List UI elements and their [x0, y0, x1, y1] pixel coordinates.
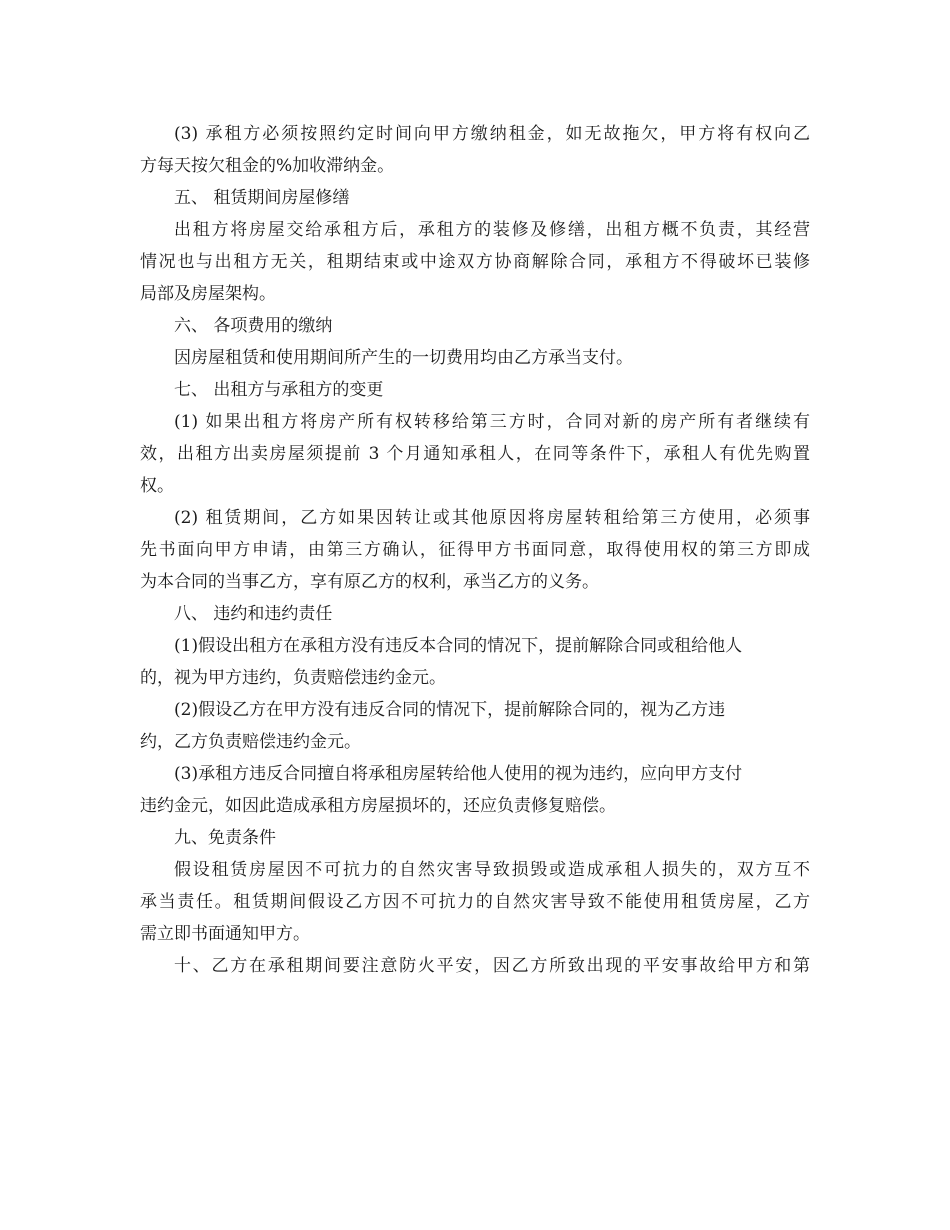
text-line: 因房屋租赁和使用期间所产生的一切费用均由乙方承当支付。 — [174, 348, 633, 368]
text-line: 局部及房屋架构。 — [140, 284, 276, 304]
text-line: (1) 如果出租方将房产所有权转移给第三方时，合同对新的房产所有者继续有 — [174, 412, 810, 432]
section-heading: 八、 违约和违约责任 — [174, 604, 333, 624]
text-line: 假设租赁房屋因不可抗力的自然灾害导致损毁或造成承租人损失的，双方互不 — [174, 860, 810, 880]
text-line: 为本合同的当事乙方，享有原乙方的权利，承当乙方的义务。 — [140, 572, 599, 592]
text-line: 约，乙方负责赔偿违约金元。 — [140, 732, 361, 752]
text-line: 需立即书面通知甲方。 — [140, 924, 310, 944]
section-heading: 七、 出租方与承租方的变更 — [174, 380, 384, 400]
section-heading: 九、免责条件 — [174, 828, 276, 848]
text-line: 方每天按欠租金的%加收滞纳金。 — [140, 156, 395, 176]
text-line: (2)假设乙方在甲方没有违反合同的情况下，提前解除合同的，视为乙方违 — [174, 700, 726, 720]
document-page — [140, 118, 810, 982]
text-line: (3) 承租方必须按照约定时间向甲方缴纳租金，如无故拖欠，甲方将有权向乙 — [174, 124, 810, 144]
text-line: 的，视为甲方违约，负责赔偿违约金元。 — [140, 668, 446, 688]
text-line: 出租方将房屋交给承租方后，承租方的装修及修缮，出租方概不负责，其经营 — [174, 220, 810, 240]
section-heading: 六、 各项费用的缴纳 — [174, 316, 333, 336]
text-line: 承当责任。租赁期间假设乙方因不可抗力的自然灾害导致不能使用租赁房屋，乙方 — [140, 892, 810, 912]
section-heading: 五、 租赁期间房屋修缮 — [174, 188, 350, 208]
text-line: (1)假设出租方在承租方没有违反本合同的情况下，提前解除合同或租给他人 — [174, 636, 743, 656]
text-line: (2) 租赁期间，乙方如果因转让或其他原因将房屋转租给第三方使用，必须事 — [174, 508, 810, 528]
text-line: (3)承租方违反合同擅自将承租房屋转给他人使用的视为违约，应向甲方支付 — [174, 764, 743, 784]
text-line: 权。 — [140, 476, 174, 496]
text-line: 情况也与出租方无关，租期结束或中途双方协商解除合同，承租方不得破坏已装修 — [140, 252, 810, 272]
text-line: 十、乙方在承租期间要注意防火平安，因乙方所致出现的平安事故给甲方和第 — [174, 956, 810, 976]
text-line: 先书面向甲方申请，由第三方确认，征得甲方书面同意，取得使用权的第三方即成 — [140, 540, 810, 560]
text-line: 违约金元，如因此造成承租方房屋损坏的，还应负责修复赔偿。 — [140, 796, 616, 816]
text-line: 效，出租方出卖房屋须提前 3 个月通知承租人，在同等条件下，承租人有优先购置 — [140, 444, 810, 464]
